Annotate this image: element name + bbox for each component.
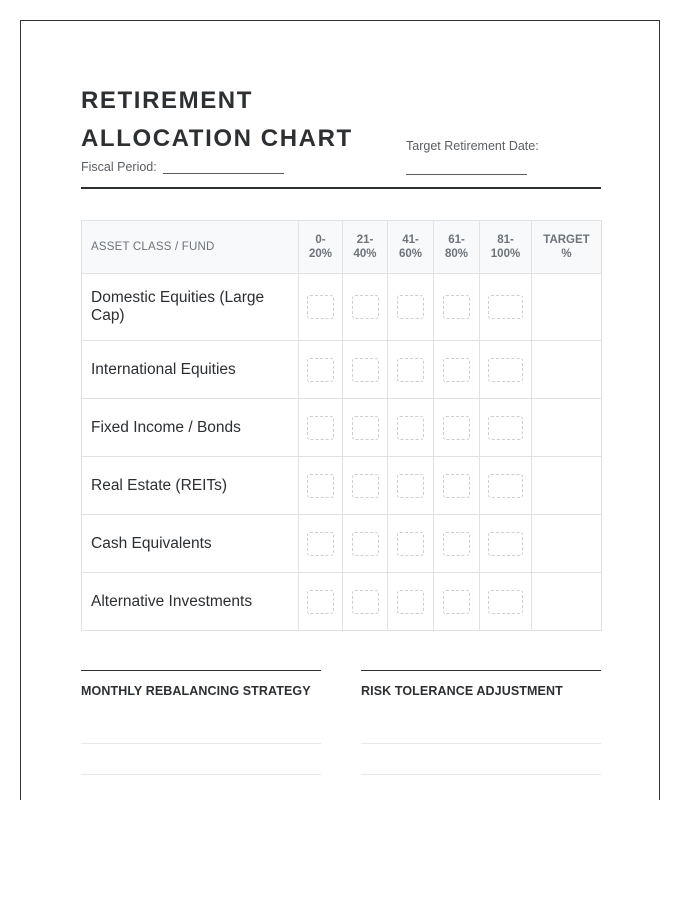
- header-range-21-40: [343, 221, 388, 274]
- range-cell: [388, 399, 434, 457]
- range-cell: [388, 341, 434, 399]
- range-cell: [480, 515, 532, 573]
- header-range-0-20: [299, 221, 343, 274]
- writing-line[interactable]: [361, 774, 601, 775]
- range-cell: [299, 573, 343, 631]
- range-cell: [343, 274, 388, 341]
- allocation-checkbox[interactable]: [488, 590, 523, 614]
- fund-name: Cash Equivalents: [82, 515, 299, 573]
- allocation-checkbox[interactable]: [443, 416, 470, 440]
- table-row: [82, 274, 602, 341]
- range-cell: [343, 341, 388, 399]
- allocation-checkbox[interactable]: [397, 295, 424, 319]
- allocation-checkbox[interactable]: [307, 590, 334, 614]
- target-date-label: Target Retirement Date:: [406, 139, 539, 153]
- fund-name: International Equities: [82, 341, 299, 399]
- fiscal-period-field: [81, 160, 284, 174]
- target-percent-cell[interactable]: [532, 515, 602, 573]
- allocation-checkbox[interactable]: [352, 358, 379, 382]
- section-rule: [81, 670, 321, 671]
- range-cell: [343, 573, 388, 631]
- allocation-checkbox[interactable]: [352, 416, 379, 440]
- range-cell: [434, 515, 480, 573]
- writing-line[interactable]: [361, 743, 601, 744]
- table-row: [82, 515, 602, 573]
- target-percent-cell[interactable]: [532, 573, 602, 631]
- target-percent-cell[interactable]: [532, 341, 602, 399]
- table-row: [82, 457, 602, 515]
- range-cell: [480, 341, 532, 399]
- allocation-checkbox[interactable]: [352, 590, 379, 614]
- range-cell: [434, 341, 480, 399]
- range-cell: [299, 399, 343, 457]
- writing-line[interactable]: [81, 743, 321, 744]
- allocation-checkbox[interactable]: [443, 532, 470, 556]
- document-title: [81, 82, 353, 158]
- target-bottom: %: [561, 248, 572, 260]
- allocation-checkbox[interactable]: [397, 590, 424, 614]
- allocation-checkbox[interactable]: [443, 590, 470, 614]
- title-line-2: ALLOCATION CHART: [81, 125, 353, 152]
- allocation-checkbox[interactable]: [352, 474, 379, 498]
- range-cell: [388, 573, 434, 631]
- header-range-61-80: [434, 221, 480, 274]
- allocation-table: [81, 220, 602, 631]
- allocation-checkbox[interactable]: [443, 295, 470, 319]
- range-cell: [343, 515, 388, 573]
- risk-tolerance-section: [361, 670, 601, 698]
- fund-name: Real Estate (REITs): [82, 457, 299, 515]
- monthly-rebalancing-section: [81, 670, 321, 698]
- allocation-checkbox[interactable]: [397, 416, 424, 440]
- range-bottom: 40%: [353, 248, 377, 260]
- allocation-checkbox[interactable]: [352, 532, 379, 556]
- table-row: [82, 399, 602, 457]
- range-cell: [480, 399, 532, 457]
- range-cell: [343, 457, 388, 515]
- range-cell: [299, 457, 343, 515]
- table-header-row: [82, 221, 602, 274]
- allocation-checkbox[interactable]: [488, 416, 523, 440]
- target-top: TARGET: [543, 234, 590, 246]
- allocation-checkbox[interactable]: [307, 474, 334, 498]
- range-bottom: 60%: [398, 248, 423, 260]
- range-bottom: 80%: [444, 248, 469, 260]
- range-cell: [434, 274, 480, 341]
- allocation-checkbox[interactable]: [352, 295, 379, 319]
- range-cell: [480, 457, 532, 515]
- section-rule: [361, 670, 601, 671]
- allocation-checkbox[interactable]: [307, 416, 334, 440]
- allocation-checkbox[interactable]: [488, 295, 523, 319]
- range-top: 61-: [448, 234, 465, 246]
- allocation-checkbox[interactable]: [307, 532, 334, 556]
- range-cell: [434, 573, 480, 631]
- range-cell: [388, 515, 434, 573]
- target-percent-cell[interactable]: [532, 457, 602, 515]
- range-cell: [388, 274, 434, 341]
- range-cell: [299, 274, 343, 341]
- range-cell: [299, 515, 343, 573]
- risk-tolerance-heading: RISK TOLERANCE ADJUSTMENT: [361, 684, 563, 698]
- fiscal-period-blank[interactable]: [163, 161, 284, 174]
- header-target-percent: [532, 221, 602, 274]
- range-top: 81-: [497, 234, 514, 246]
- allocation-checkbox[interactable]: [397, 358, 424, 382]
- range-top: 21-: [356, 234, 374, 246]
- range-bottom: 20%: [308, 248, 333, 260]
- target-date-blank[interactable]: [406, 174, 527, 175]
- range-cell: [388, 457, 434, 515]
- allocation-checkbox[interactable]: [397, 474, 424, 498]
- range-bottom: 100%: [490, 248, 521, 260]
- allocation-checkbox[interactable]: [307, 295, 334, 319]
- target-percent-cell[interactable]: [532, 399, 602, 457]
- allocation-checkbox[interactable]: [443, 474, 470, 498]
- range-cell: [343, 399, 388, 457]
- range-cell: [299, 341, 343, 399]
- header-divider: [81, 187, 601, 189]
- range-cell: [480, 573, 532, 631]
- target-percent-cell[interactable]: [532, 274, 602, 341]
- range-cell: [434, 399, 480, 457]
- range-top: 0-: [315, 234, 326, 246]
- range-top: 41-: [402, 234, 419, 246]
- table-row: [82, 341, 602, 399]
- range-cell: [480, 274, 532, 341]
- header-asset-class: ASSET CLASS / FUND: [82, 221, 299, 274]
- fund-name: Alternative Investments: [82, 573, 299, 631]
- writing-line[interactable]: [81, 774, 321, 775]
- allocation-checkbox[interactable]: [488, 358, 523, 382]
- range-cell: [434, 457, 480, 515]
- monthly-rebalancing-heading: MONTHLY REBALANCING STRATEGY: [81, 684, 311, 698]
- fund-name: Fixed Income / Bonds: [82, 399, 299, 457]
- fiscal-period-label: Fiscal Period:: [81, 160, 157, 174]
- title-line-1: RETIREMENT: [81, 87, 253, 114]
- header-range-81-100: [480, 221, 532, 274]
- fund-name: Domestic Equities (Large Cap): [82, 274, 299, 341]
- allocation-checkbox[interactable]: [488, 474, 523, 498]
- allocation-checkbox[interactable]: [443, 358, 470, 382]
- header-range-41-60: [388, 221, 434, 274]
- allocation-checkbox[interactable]: [488, 532, 523, 556]
- allocation-checkbox[interactable]: [307, 358, 334, 382]
- table-row: [82, 573, 602, 631]
- allocation-checkbox[interactable]: [397, 532, 424, 556]
